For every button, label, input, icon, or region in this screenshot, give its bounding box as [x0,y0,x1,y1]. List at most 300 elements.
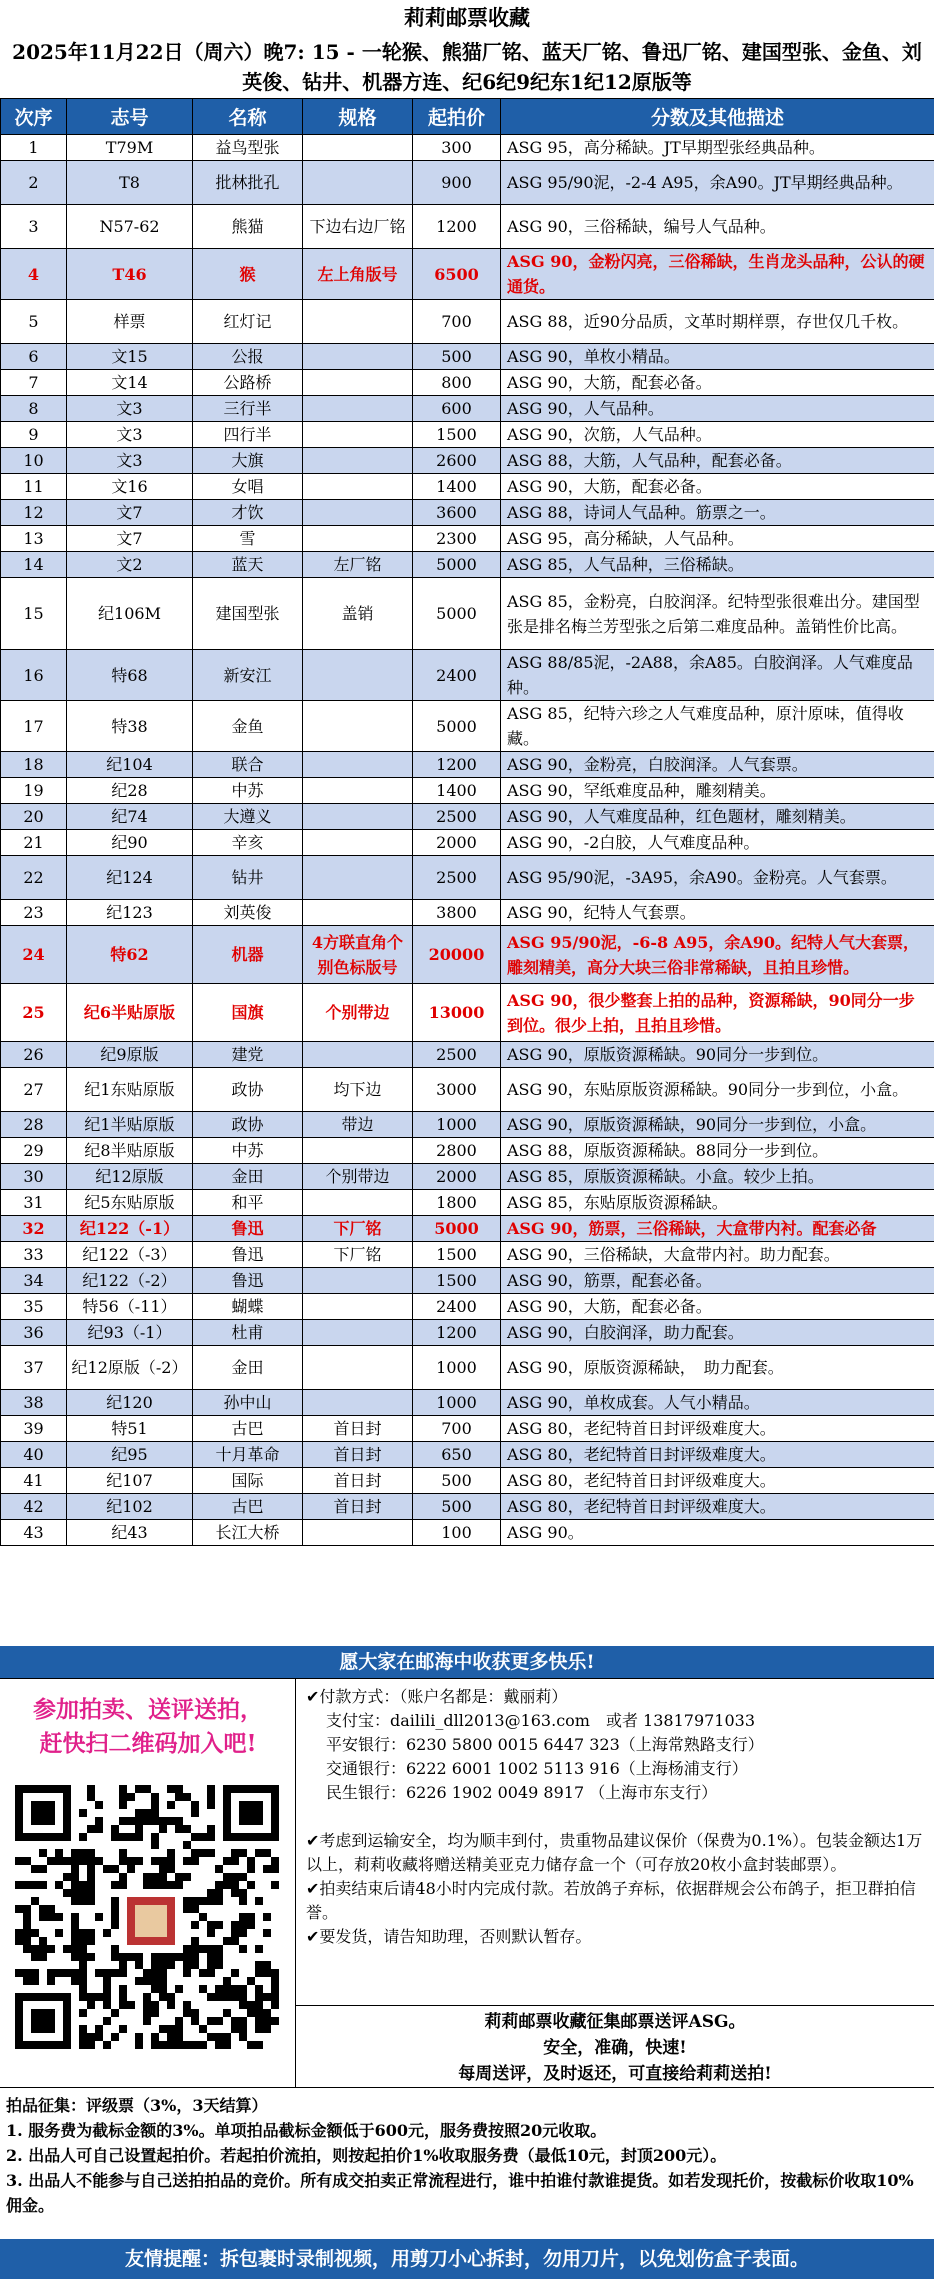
col-header-desc: 分数及其他描述 [501,99,934,135]
cell-code: 文14 [67,370,193,396]
cell-name: 大旗 [193,448,303,474]
cell-name: 金田 [193,1346,303,1390]
cell-code: 文3 [67,448,193,474]
cell-code: 纪43 [67,1520,193,1546]
cell-desc: ASG 90，次筋，人气品种。 [501,422,934,448]
cell-no: 11 [1,474,67,500]
cell-spec [303,135,413,161]
cell-name: 建国型张 [193,578,303,650]
cell-price: 2600 [413,448,501,474]
cell-name: 批林批孔 [193,161,303,205]
cell-desc: ASG 95/90泥，-3A95，余A90。金粉亮。人气套票。 [501,856,934,900]
cell-price: 2000 [413,1164,501,1190]
cell-code: T79M [67,135,193,161]
qr-code-icon[interactable] [14,1771,280,2063]
cell-price: 900 [413,161,501,205]
table-row [1,900,934,926]
cell-no: 4 [1,249,67,300]
cell-code: 纪12原版（-2） [67,1346,193,1390]
col-header-code: 志号 [67,99,193,135]
table-row [1,526,934,552]
table-header-row [1,99,934,135]
cell-name: 杜甫 [193,1320,303,1346]
cell-desc: ASG 90，东贴原版资源稀缺。90同分一步到位，小盒。 [501,1068,934,1112]
table-row [1,1520,934,1546]
cell-spec: 带边 [303,1112,413,1138]
cell-spec [303,856,413,900]
cell-code: 文7 [67,526,193,552]
cell-code: 纪122（-3） [67,1242,193,1268]
cell-price: 300 [413,135,501,161]
cell-spec [303,900,413,926]
cell-no: 2 [1,161,67,205]
table-row [1,344,934,370]
cell-spec [303,300,413,344]
cell-name: 国际 [193,1468,303,1494]
table-row [1,300,934,344]
cell-desc: ASG 90，原版资源稀缺。90同分一步到位。 [501,1042,934,1068]
cell-code: 特38 [67,701,193,752]
cell-no: 30 [1,1164,67,1190]
grading-line-1: 莉莉邮票收藏征集邮票送评ASG。 [484,2012,746,2032]
cell-name: 蝴蝶 [193,1294,303,1320]
cell-desc: ASG 85，东贴原版资源稀缺。 [501,1190,934,1216]
cell-name: 红灯记 [193,300,303,344]
payment-title: ✔付款方式：（账户名都是：戴丽莉） [306,1687,568,1706]
cell-code: 纪9原版 [67,1042,193,1068]
cell-code: N57-62 [67,205,193,249]
cell-no: 10 [1,448,67,474]
table-row [1,856,934,900]
cell-code: 纪5东贴原版 [67,1190,193,1216]
cell-desc: ASG 90，单枚小精品。 [501,344,934,370]
cell-spec [303,161,413,205]
cell-price: 2000 [413,830,501,856]
cell-desc: ASG 90，人气难度品种，红色题材，雕刻精美。 [501,804,934,830]
cell-name: 和平 [193,1190,303,1216]
cell-desc: ASG 88，近90分品质，文革时期样票，存世仅几千枚。 [501,300,934,344]
join-slogan [0,1693,296,1761]
cell-spec: 4方联直角个别色标版号 [303,926,413,984]
cell-desc: ASG 88，原版资源稀缺。88同分一步到位。 [501,1138,934,1164]
cell-desc: ASG 80，老纪特首日封评级难度大。 [501,1442,934,1468]
bank-line-minsheng: 民生银行：6226 1902 0049 8917 （上海市东支行） [326,1783,718,1802]
cell-spec [303,370,413,396]
cell-no: 34 [1,1268,67,1294]
cell-spec [303,1520,413,1546]
cell-price: 600 [413,396,501,422]
cell-name: 刘英俊 [193,900,303,926]
table-row [1,778,934,804]
table-row [1,984,934,1042]
wish-banner: 愿大家在邮海中收获更多快乐! [0,1646,934,1678]
delivery-note: ✔要发货，请告知助理，否则默认暂存。 [306,1927,592,1946]
cell-price: 3800 [413,900,501,926]
bank-line-jiaotong: 交通银行：6222 6001 1002 5113 916（上海杨浦支行） [326,1759,748,1778]
cell-spec [303,1320,413,1346]
cell-price: 1500 [413,422,501,448]
cell-price: 500 [413,1494,501,1520]
cell-desc: ASG 90，白胶润泽，助力配套。 [501,1320,934,1346]
col-header-price: 起拍价 [413,99,501,135]
cell-code: 纪28 [67,778,193,804]
cell-name: 孙中山 [193,1390,303,1416]
cell-code: 纪8半贴原版 [67,1138,193,1164]
cell-no: 32 [1,1216,67,1242]
table-row [1,1416,934,1442]
table-row [1,578,934,650]
cell-desc: ASG 90，大筋，配套必备。 [501,474,934,500]
rule-2: 2. 出品人可自己设置起拍价。若起拍价流拍，则按起拍价1%收取服务费（最低10元，封顶200元）。 [6,2146,727,2165]
cell-price: 1500 [413,1242,501,1268]
cell-spec [303,1138,413,1164]
cell-price: 1400 [413,474,501,500]
cell-no: 36 [1,1320,67,1346]
cell-code: 纪120 [67,1390,193,1416]
cell-no: 7 [1,370,67,396]
cell-name: 大遵义 [193,804,303,830]
table-row [1,701,934,752]
cell-name: 辛亥 [193,830,303,856]
cell-no: 28 [1,1112,67,1138]
table-row [1,396,934,422]
cell-code: 文2 [67,552,193,578]
cell-price: 3000 [413,1068,501,1112]
info-section [0,1678,934,2088]
cell-spec [303,701,413,752]
cell-no: 25 [1,984,67,1042]
table-row [1,500,934,526]
cell-price: 1500 [413,1268,501,1294]
cell-code: 纪12原版 [67,1164,193,1190]
cell-spec: 首日封 [303,1442,413,1468]
cell-no: 18 [1,752,67,778]
cell-price: 6500 [413,249,501,300]
cell-spec [303,1346,413,1390]
cell-desc: ASG 85，金粉亮，白胶润泽。纪特型张很难出分。建国型张是排名梅兰芳型张之后第二难度品种。盖销性价比高。 [501,578,934,650]
cell-name: 十月革命 [193,1442,303,1468]
cell-code: 特56（-11） [67,1294,193,1320]
cell-desc: ASG 90，-2白胶，人气难度品种。 [501,830,934,856]
cell-desc: ASG 90，三俗稀缺，编号人气品种。 [501,205,934,249]
cell-spec [303,650,413,701]
cell-name: 公报 [193,344,303,370]
cell-spec [303,500,413,526]
cell-spec: 个别带边 [303,1164,413,1190]
table-row [1,249,934,300]
cell-name: 猴 [193,249,303,300]
cell-no: 20 [1,804,67,830]
table-row [1,370,934,396]
table-row [1,1442,934,1468]
cell-price: 500 [413,344,501,370]
cell-desc: ASG 90，金粉亮，白胶润泽。人气套票。 [501,752,934,778]
cell-spec: 均下边 [303,1068,413,1112]
cell-code: 纪1东贴原版 [67,1068,193,1112]
cell-price: 5000 [413,701,501,752]
cell-no: 24 [1,926,67,984]
cell-name: 国旗 [193,984,303,1042]
cell-code: 特68 [67,650,193,701]
table-row [1,1112,934,1138]
table-row [1,804,934,830]
cell-desc: ASG 85，纪特六珍之人气难度品种，原汁原味，值得收藏。 [501,701,934,752]
cell-no: 39 [1,1416,67,1442]
cell-code: 样票 [67,300,193,344]
payment-info [296,1679,934,2005]
cell-spec [303,804,413,830]
slogan-line-1: 参加拍卖、送评送拍， [33,1696,263,1723]
cell-spec [303,1294,413,1320]
cell-desc: ASG 80，老纪特首日封评级难度大。 [501,1416,934,1442]
cell-price: 2500 [413,1042,501,1068]
cell-spec: 下边右边厂铭 [303,205,413,249]
cell-price: 700 [413,1416,501,1442]
cell-name: 鲁迅 [193,1216,303,1242]
cell-name: 长江大桥 [193,1520,303,1546]
cell-code: T8 [67,161,193,205]
cell-desc: ASG 90，原版资源稀缺，90同分一步到位，小盒。 [501,1112,934,1138]
cell-price: 650 [413,1442,501,1468]
shipping-note: ✔考虑到运输安全，均为顺丰到付，贵重物品建议保价（保费为0.1%）。包装金额达1万以上，莉莉收藏将赠送精美亚克力储存盒一个（可存放20枚小盒封装邮票）。 [306,1831,923,1874]
cell-no: 16 [1,650,67,701]
cell-code: 特51 [67,1416,193,1442]
cell-code: 文3 [67,422,193,448]
cell-price: 700 [413,300,501,344]
cell-desc: ASG 85，原版资源稀缺。小盒。较少上拍。 [501,1164,934,1190]
cell-price: 1000 [413,1346,501,1390]
table-row [1,448,934,474]
cell-name: 益鸟型张 [193,135,303,161]
table-row [1,1468,934,1494]
cell-spec [303,474,413,500]
cell-desc: ASG 90，金粉闪亮，三俗稀缺，生肖龙头品种，公认的硬通货。 [501,249,934,300]
cell-desc: ASG 88，诗词人气品种。筋票之一。 [501,500,934,526]
grading-line-3: 每周送评，及时返还，可直接给莉莉送拍! [458,2064,772,2084]
cell-spec [303,448,413,474]
cell-no: 42 [1,1494,67,1520]
cell-desc: ASG 88，大筋，人气品种，配套必备。 [501,448,934,474]
table-row [1,474,934,500]
cell-spec [303,1042,413,1068]
cell-price: 1000 [413,1112,501,1138]
qr-panel [0,1679,296,2087]
cell-no: 1 [1,135,67,161]
cell-price: 100 [413,1520,501,1546]
cell-price: 1400 [413,778,501,804]
cell-no: 37 [1,1346,67,1390]
cell-no: 38 [1,1390,67,1416]
cell-no: 27 [1,1068,67,1112]
friendly-reminder: 友情提醒：拆包裹时录制视频，用剪刀小心拆封，勿用刀片，以免划伤盒子表面。 [0,2239,934,2279]
cell-no: 5 [1,300,67,344]
cell-name: 机器 [193,926,303,984]
table-row [1,1190,934,1216]
col-header-spec: 规格 [303,99,413,135]
cell-spec [303,1268,413,1294]
table-row [1,1294,934,1320]
cell-spec: 首日封 [303,1494,413,1520]
cell-spec: 下厂铭 [303,1216,413,1242]
grading-service-box [296,2005,934,2087]
cell-desc: ASG 80，老纪特首日封评级难度大。 [501,1468,934,1494]
table-row [1,1242,934,1268]
cell-name: 钻井 [193,856,303,900]
cell-code: 纪93（-1） [67,1320,193,1346]
cell-no: 40 [1,1442,67,1468]
cell-name: 建党 [193,1042,303,1068]
cell-price: 1200 [413,1320,501,1346]
cell-price: 5000 [413,1216,501,1242]
table-row [1,422,934,448]
cell-name: 女唱 [193,474,303,500]
cell-no: 3 [1,205,67,249]
cell-price: 1200 [413,752,501,778]
table-row [1,1068,934,1112]
cell-price: 1000 [413,1390,501,1416]
cell-price: 1800 [413,1190,501,1216]
cell-no: 33 [1,1242,67,1268]
cell-name: 三行半 [193,396,303,422]
page-title: 莉莉邮票收藏 [404,5,530,30]
table-row [1,1320,934,1346]
payment-panel [296,1679,934,2087]
cell-price: 500 [413,1468,501,1494]
table-row [1,135,934,161]
cell-code: 纪102 [67,1494,193,1520]
cell-name: 政协 [193,1112,303,1138]
cell-name: 政协 [193,1068,303,1112]
cell-name: 新安江 [193,650,303,701]
cell-name: 中苏 [193,778,303,804]
cell-desc: ASG 90。 [501,1520,934,1546]
cell-no: 43 [1,1520,67,1546]
cell-code: 纪1半贴原版 [67,1112,193,1138]
table-row [1,1216,934,1242]
cell-no: 21 [1,830,67,856]
cell-spec [303,752,413,778]
cell-spec [303,344,413,370]
cell-no: 9 [1,422,67,448]
cell-desc: ASG 90，三俗稀缺，大盒带内衬。助力配套。 [501,1242,934,1268]
table-row [1,1042,934,1068]
cell-desc: ASG 95，高分稀缺。JT早期型张经典品种。 [501,135,934,161]
cell-no: 29 [1,1138,67,1164]
cell-price: 800 [413,370,501,396]
cell-no: 8 [1,396,67,422]
cell-name: 金鱼 [193,701,303,752]
cell-code: T46 [67,249,193,300]
cell-no: 35 [1,1294,67,1320]
cell-desc: ASG 95/90泥，-2-4 A95，余A90。JT早期经典品种。 [501,161,934,205]
table-body [1,135,934,1546]
table-row [1,650,934,701]
payment-deadline-note: ✔拍卖结束后请48小时内完成付款。若放鸽子弃标，依据群规会公布鸽子，拒卫群拍信誉。 [306,1879,916,1922]
cell-desc: ASG 88/85泥，-2A88，余A85。白胶润泽。人气难度品种。 [501,650,934,701]
cell-spec [303,1390,413,1416]
rules-title: 拍品征集：评级票（3%，3天结算） [6,2096,268,2115]
cell-name: 联合 [193,752,303,778]
table-row [1,1390,934,1416]
cell-code: 纪90 [67,830,193,856]
rule-1: 1. 服务费为截标金额的3%。单项拍品截标金额低于600元，服务费按照20元收取。 [6,2121,607,2140]
cell-price: 2400 [413,650,501,701]
cell-desc: ASG 90，人气品种。 [501,396,934,422]
auction-subtitle: 2025年11月22日（周六）晚7: 15 - 一轮猴、熊猫厂铭、蓝天厂铭、鲁迅厂铭、建国型张、金鱼、刘英俊、钻井、机器方连、纪6纪9纪东1纪12原版等 [12,40,922,94]
cell-code: 纪123 [67,900,193,926]
cell-price: 2300 [413,526,501,552]
cell-code: 纪95 [67,1442,193,1468]
cell-spec [303,830,413,856]
cell-spec: 盖销 [303,578,413,650]
table-row [1,1164,934,1190]
cell-no: 31 [1,1190,67,1216]
cell-spec: 个别带边 [303,984,413,1042]
cell-spec: 左厂铭 [303,552,413,578]
cell-spec [303,422,413,448]
table-row [1,1346,934,1390]
cell-no: 23 [1,900,67,926]
cell-desc: ASG 90，罕纸难度品种，雕刻精美。 [501,778,934,804]
cell-name: 雪 [193,526,303,552]
cell-price: 2500 [413,856,501,900]
cell-name: 古巴 [193,1416,303,1442]
cell-no: 22 [1,856,67,900]
cell-no: 14 [1,552,67,578]
alipay-line: 支付宝：dailili_dll2013@163.com 或者 13817971033 [326,1711,756,1730]
cell-no: 26 [1,1042,67,1068]
cell-name: 蓝天 [193,552,303,578]
cell-price: 13000 [413,984,501,1042]
consignment-rules [0,2089,934,2239]
cell-desc: ASG 90，筋票，三俗稀缺，大盒带内衬。配套必备 [501,1216,934,1242]
cell-desc: ASG 90，单枚成套。人气小精品。 [501,1390,934,1416]
table-row [1,926,934,984]
cell-code: 文16 [67,474,193,500]
cell-price: 2800 [413,1138,501,1164]
cell-spec: 首日封 [303,1468,413,1494]
slogan-line-2: 赶快扫二维码加入吧! [39,1730,257,1757]
cell-no: 13 [1,526,67,552]
cell-name: 才饮 [193,500,303,526]
cell-desc: ASG 80，老纪特首日封评级难度大。 [501,1494,934,1520]
cell-code: 纪122（-1） [67,1216,193,1242]
cell-spec: 下厂铭 [303,1242,413,1268]
cell-name: 古巴 [193,1494,303,1520]
cell-desc: ASG 90，大筋，配套必备。 [501,370,934,396]
grading-line-2: 安全，准确，快速! [543,2038,687,2058]
auction-table [0,98,934,1546]
cell-no: 19 [1,778,67,804]
table-row [1,1268,934,1294]
cell-price: 3600 [413,500,501,526]
cell-spec: 左上角版号 [303,249,413,300]
cell-code: 纪6半贴原版 [67,984,193,1042]
cell-spec [303,396,413,422]
cell-name: 鲁迅 [193,1242,303,1268]
cell-no: 17 [1,701,67,752]
cell-spec [303,1190,413,1216]
cell-no: 15 [1,578,67,650]
cell-code: 纪104 [67,752,193,778]
table-row [1,752,934,778]
col-header-no: 次序 [1,99,67,135]
cell-code: 纪122（-2） [67,1268,193,1294]
cell-code: 文15 [67,344,193,370]
cell-desc: ASG 90，大筋，配套必备。 [501,1294,934,1320]
table-row [1,552,934,578]
cell-code: 纪106M [67,578,193,650]
